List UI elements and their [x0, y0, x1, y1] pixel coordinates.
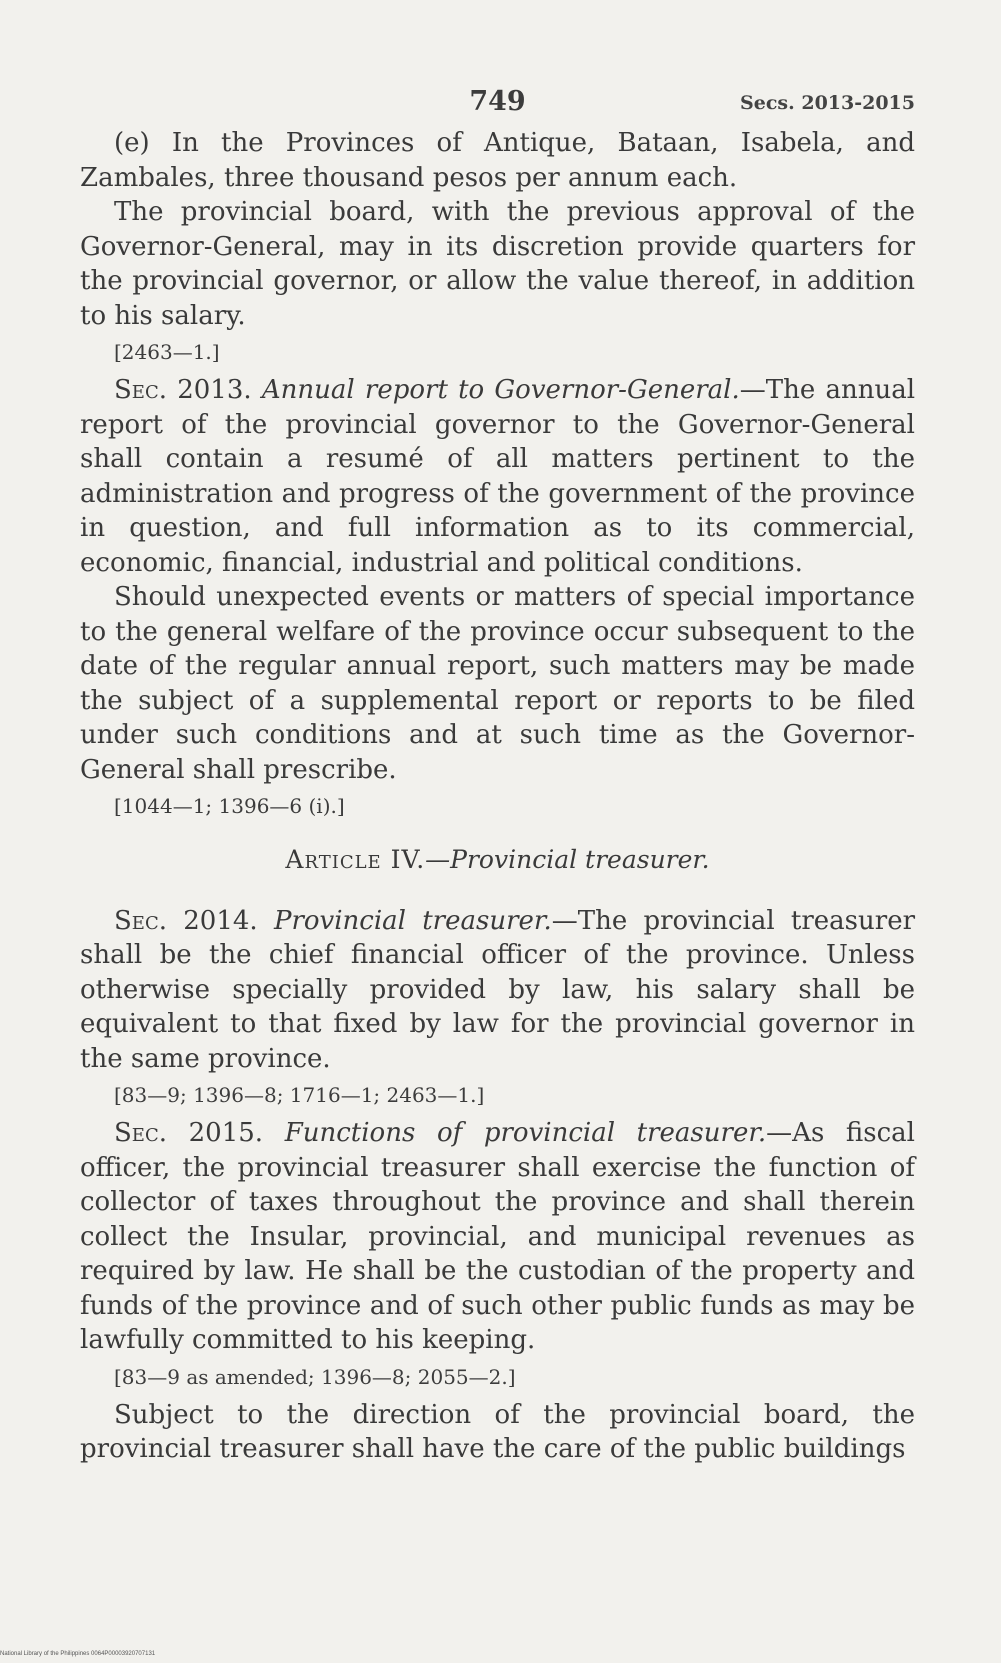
section-label: Sec. 2014. — [114, 905, 258, 936]
section-2014 — [80, 904, 915, 1077]
section-label: Sec. 2013. — [114, 375, 252, 405]
paragraph-supplemental-report: Should unexpected events or matters of special importance to the general welfare of the province occur subsequent to the date of the regular annual report, such matters may be made the subject of a supplemental report or reports to be filed under such conditions and at such time as the Governor-General shall prescribe. — [80, 582, 915, 785]
section-2013 — [80, 373, 915, 580]
page-number: 749 — [469, 86, 526, 117]
citation: [2463—1.] — [114, 340, 220, 364]
page-header — [80, 86, 915, 126]
article-title: —Provincial treasurer. — [425, 845, 710, 874]
section-text: —The provincial treasurer shall be the chief financial officer of the province. Unless otherwise specially provided by law, his salary shall be equivalent to that fixed by law for the provincial governor in the same province. — [80, 905, 916, 1074]
section-label: Sec. 2015. — [114, 1118, 264, 1148]
paragraph-public-buildings: Subject to the direction of the provincial board, the provincial treasurer shall have the care of the public buildings — [80, 1399, 915, 1464]
section-title: Provincial treasurer. — [273, 905, 552, 936]
section-text: —As fiscal officer, the provincial treasurer shall exercise the function of collector of taxes throughout the province and shall therein collect the Insular, provincial, and municipal revenues as required by law. He shall be the custodian of the property and funds of the province and of such other public funds as may be lawfully committed to his keeping. — [80, 1118, 915, 1355]
article-label: Article IV. — [285, 845, 426, 874]
article-heading — [80, 843, 915, 878]
document-page — [80, 86, 915, 1467]
section-2015 — [80, 1116, 915, 1358]
citation: [1044—1; 1396—6 (i).] — [114, 794, 345, 818]
scan-footer: National Library of the Philippines 0064P00003920707131 — [0, 1651, 156, 1657]
section-title: Annual report to Governor-General. — [261, 375, 740, 405]
running-head: Secs. 2013-2015 — [740, 92, 915, 114]
citation: [83—9 as amended; 1396—8; 2055—2.] — [114, 1364, 516, 1389]
paragraph-quarters: The provincial board, with the previous approval of the Governor-General, may in its discretion provide quarters for the provincial governor, or allow the value thereof, in addition to his salary. — [80, 197, 915, 331]
section-text: —The annual report of the provincial governor to the Governor-General shall contain a resumé of all matters pertinent to the administration and progress of the government of the province in question, and full information as to its commercial, economic, financial, industrial and political conditions. — [80, 375, 916, 578]
citation: [83—9; 1396—8; 1716—1; 2463—1.] — [114, 1083, 485, 1107]
section-title: Functions of provincial treasurer. — [284, 1118, 767, 1148]
paragraph-provinces: (e) In the Provinces of Antique, Bataan, Isabela, and Zambales, three thousand pesos per annum each. — [80, 128, 915, 193]
